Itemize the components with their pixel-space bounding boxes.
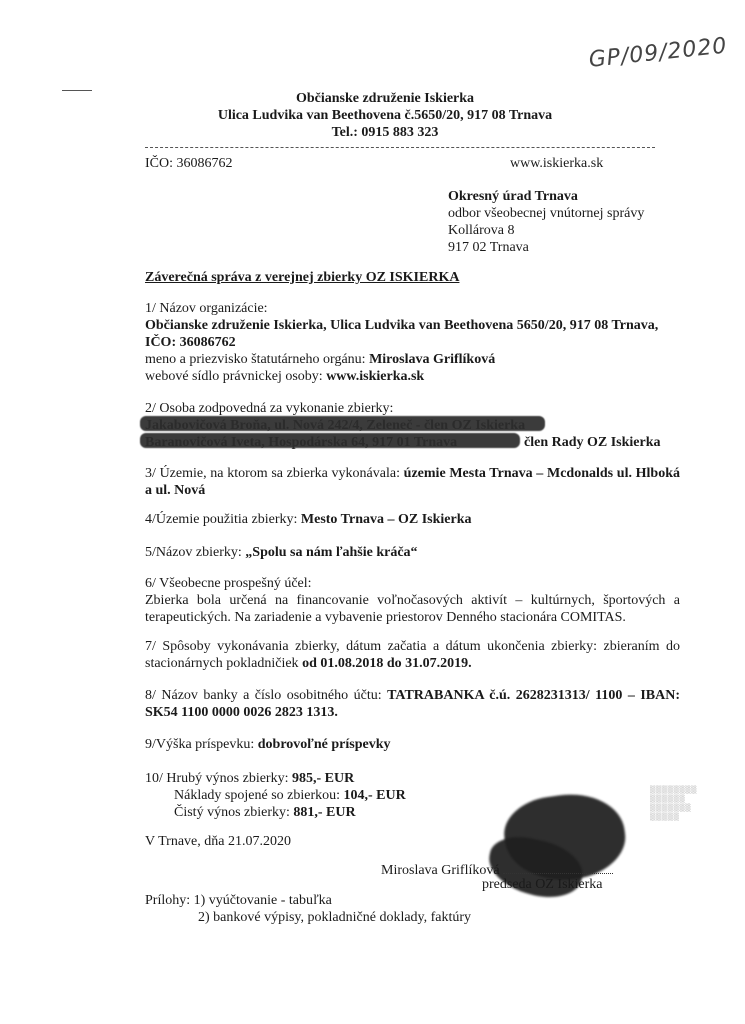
s3-value: územie Mesta Trnava – Mcdonalds ul. Hlboká a ul. Nová xyxy=(145,466,681,498)
website-label: www.iskierka.sk xyxy=(510,156,604,171)
handwritten-reference: GP/09/2020 xyxy=(587,33,729,73)
letterhead-org-name: Občianske združenie Iskierka xyxy=(295,91,475,106)
s4-value: Mesto Trnava – OZ Iskierka xyxy=(300,512,472,527)
s4-label: 4/Územie použitia zbierky: xyxy=(145,512,298,527)
s9-label: 9/Výška príspevku: xyxy=(145,737,255,752)
s10-costs-value: 104,- EUR xyxy=(343,788,406,803)
s10-gross-label: 10/ Hrubý výnos zbierky: xyxy=(145,771,289,786)
s1-label: 1/ Názov organizácie: xyxy=(145,301,268,316)
signature-name: Miroslava Griflíková xyxy=(381,863,500,878)
s1-statutar-name: Miroslava Griflíková xyxy=(369,352,496,367)
attachments-label: Prílohy: xyxy=(145,893,191,908)
s10-costs-label: Náklady spojené so zbierkou: xyxy=(174,788,341,803)
s10-gross-value: 985,- EUR xyxy=(291,771,355,786)
recipient-street: Kollárova 8 xyxy=(448,223,515,238)
s8-value: TATRABANKA č.ú. 2628231313/ 1100 – IBAN: SK54 1100 0000 0026 2823 1313. xyxy=(145,688,680,720)
s3-label: 3/ Územie, na ktorom sa zbierka vykonávala: xyxy=(145,466,400,481)
s7-description: 7/ Spôsoby vykonávania zbierky, dátum začatia a dátum ukončenia zbierky: zbieraním do stacionárnych pokladničiek xyxy=(145,639,680,671)
report-title: Záverečná správa z verejnej zbierky OZ ISKIERKA xyxy=(145,270,460,285)
attachment-2: 2) bankové výpisy, pokladničné doklady, faktúry xyxy=(198,910,472,925)
recipient-dept: odbor všeobecnej vnútornej správy xyxy=(448,206,645,221)
redaction-bar-1 xyxy=(140,416,545,431)
place-date: V Trnave, dňa 21.07.2020 xyxy=(145,834,291,849)
s2-label: 2/ Osoba zodpovedná za vykonanie zbierky: xyxy=(145,401,394,416)
redaction-bar-2 xyxy=(140,433,520,448)
pen-stroke xyxy=(62,90,92,91)
s1-statutar-label: meno a priezvisko štatutárneho orgánu: xyxy=(145,352,366,367)
s1-ico: IČO: 36086762 xyxy=(145,335,236,350)
header-divider xyxy=(145,147,655,148)
signature-role: predseda OZ Iskierka xyxy=(482,877,603,892)
s6-text: Zbierka bola určená na financovanie voľnočasových aktivít – kultúrnych, športových a terapeutických. Na zariadenie a vybavenie priestorov Denného stacionára COMITAS. xyxy=(145,593,680,625)
attachment-1: 1) vyúčtovanie - tabuľka xyxy=(193,893,332,908)
recipient-city: 917 02 Trnava xyxy=(448,240,529,255)
s5-label: 5/Názov zbierky: xyxy=(145,545,242,560)
s3-text xyxy=(145,465,680,499)
s2-role: člen Rady OZ Iskierka xyxy=(524,435,661,450)
s1-org: Občianske združenie Iskierka, Ulica Ludvika van Beethovena 5650/20, 917 08 Trnava, xyxy=(145,318,659,333)
s7-dates: od 01.08.2018 do 31.07.2019. xyxy=(302,656,472,671)
s1-web-value: www.iskierka.sk xyxy=(326,369,425,384)
letterhead-phone: Tel.: 0915 883 323 xyxy=(331,125,439,140)
signature-dotted-line xyxy=(503,873,613,874)
s8-label: 8/ Názov banky a číslo osobitného účtu: xyxy=(145,688,382,703)
s7-text xyxy=(145,638,680,672)
s8-text xyxy=(145,687,680,721)
s6-label: 6/ Všeobecne prospešný účel: xyxy=(145,576,312,591)
letterhead-address: Ulica Ludvika van Beethovena č.5650/20, 917 08 Trnava xyxy=(217,108,553,123)
s9-value: dobrovoľné príspevky xyxy=(257,737,391,752)
s1-web-label: webové sídlo právnickej osoby: xyxy=(145,369,323,384)
s10-net-value: 881,- EUR xyxy=(293,805,356,820)
ico-label: IČO: 36086762 xyxy=(145,156,233,171)
faint-stamp-remnant: ▒▒▒▒▒▒▒▒ ▒▒▒▒▒▒ ▒▒▒▒▒▒▒ ▒▒▒▒▒ xyxy=(650,786,698,821)
recipient-name: Okresný úrad Trnava xyxy=(448,189,578,204)
s10-net-label: Čistý výnos zbierky: xyxy=(174,805,290,820)
s5-value: „Spolu sa nám ľahšie kráča“ xyxy=(245,545,418,560)
